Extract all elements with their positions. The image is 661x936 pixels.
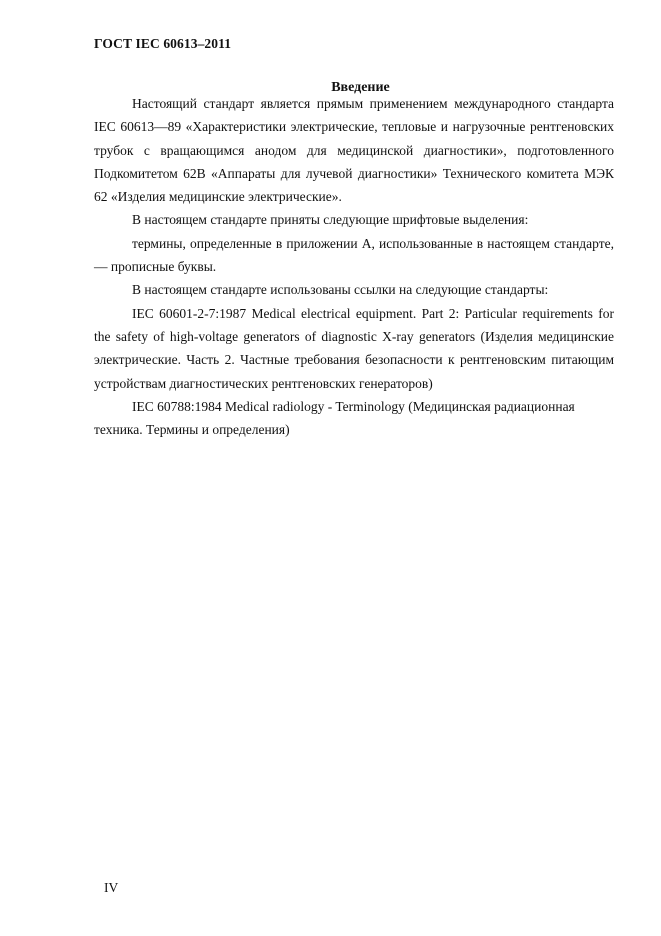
introduction-body <box>94 92 614 441</box>
paragraph-standard-basis: Настоящий стандарт является прямым применением международного стандарта IEC 60613—89 «Характеристики электрические, тепловые и нагрузочные рентгеновских трубок с вращающимся анодом для медицинской диагностики», подготовленного Подкомитетом 62В «Аппараты для лучевой диагностики» Технического комитета МЭК 62 «Изделия медицинские электрические». <box>94 96 614 205</box>
paragraph-terms-convention: термины, определенные в приложении А, использованные в настоящем стандарте, — прописные буквы. <box>94 235 614 275</box>
document-header: ГОСТ IEC 60613–2011 <box>94 36 232 51</box>
page-number: IV <box>104 880 119 895</box>
paragraph-font-conventions: В настоящем стандарте приняты следующие шрифтовые выделения: <box>132 212 529 228</box>
paragraph-references-intro: В настоящем стандарте использованы ссылки на следующие стандарты: <box>132 282 549 298</box>
paragraph-reference-iec-60788: IEC 60788:1984 Medical radiology - Terminology (Медицинская радиационная техника. Термины и определения) <box>94 398 575 438</box>
section-title: Введение <box>331 80 390 95</box>
paragraph-reference-iec-60601: IEC 60601-2-7:1987 Medical electrical equipment. Part 2: Particular requirements for the safety of high-voltage generators of diagnostic X-ray generators (Изделия медицинские электрические. Часть 2. Частные требования безопасности к рентгеновским питающим устройствам диагностических рентгеновских генераторов) <box>94 305 614 391</box>
